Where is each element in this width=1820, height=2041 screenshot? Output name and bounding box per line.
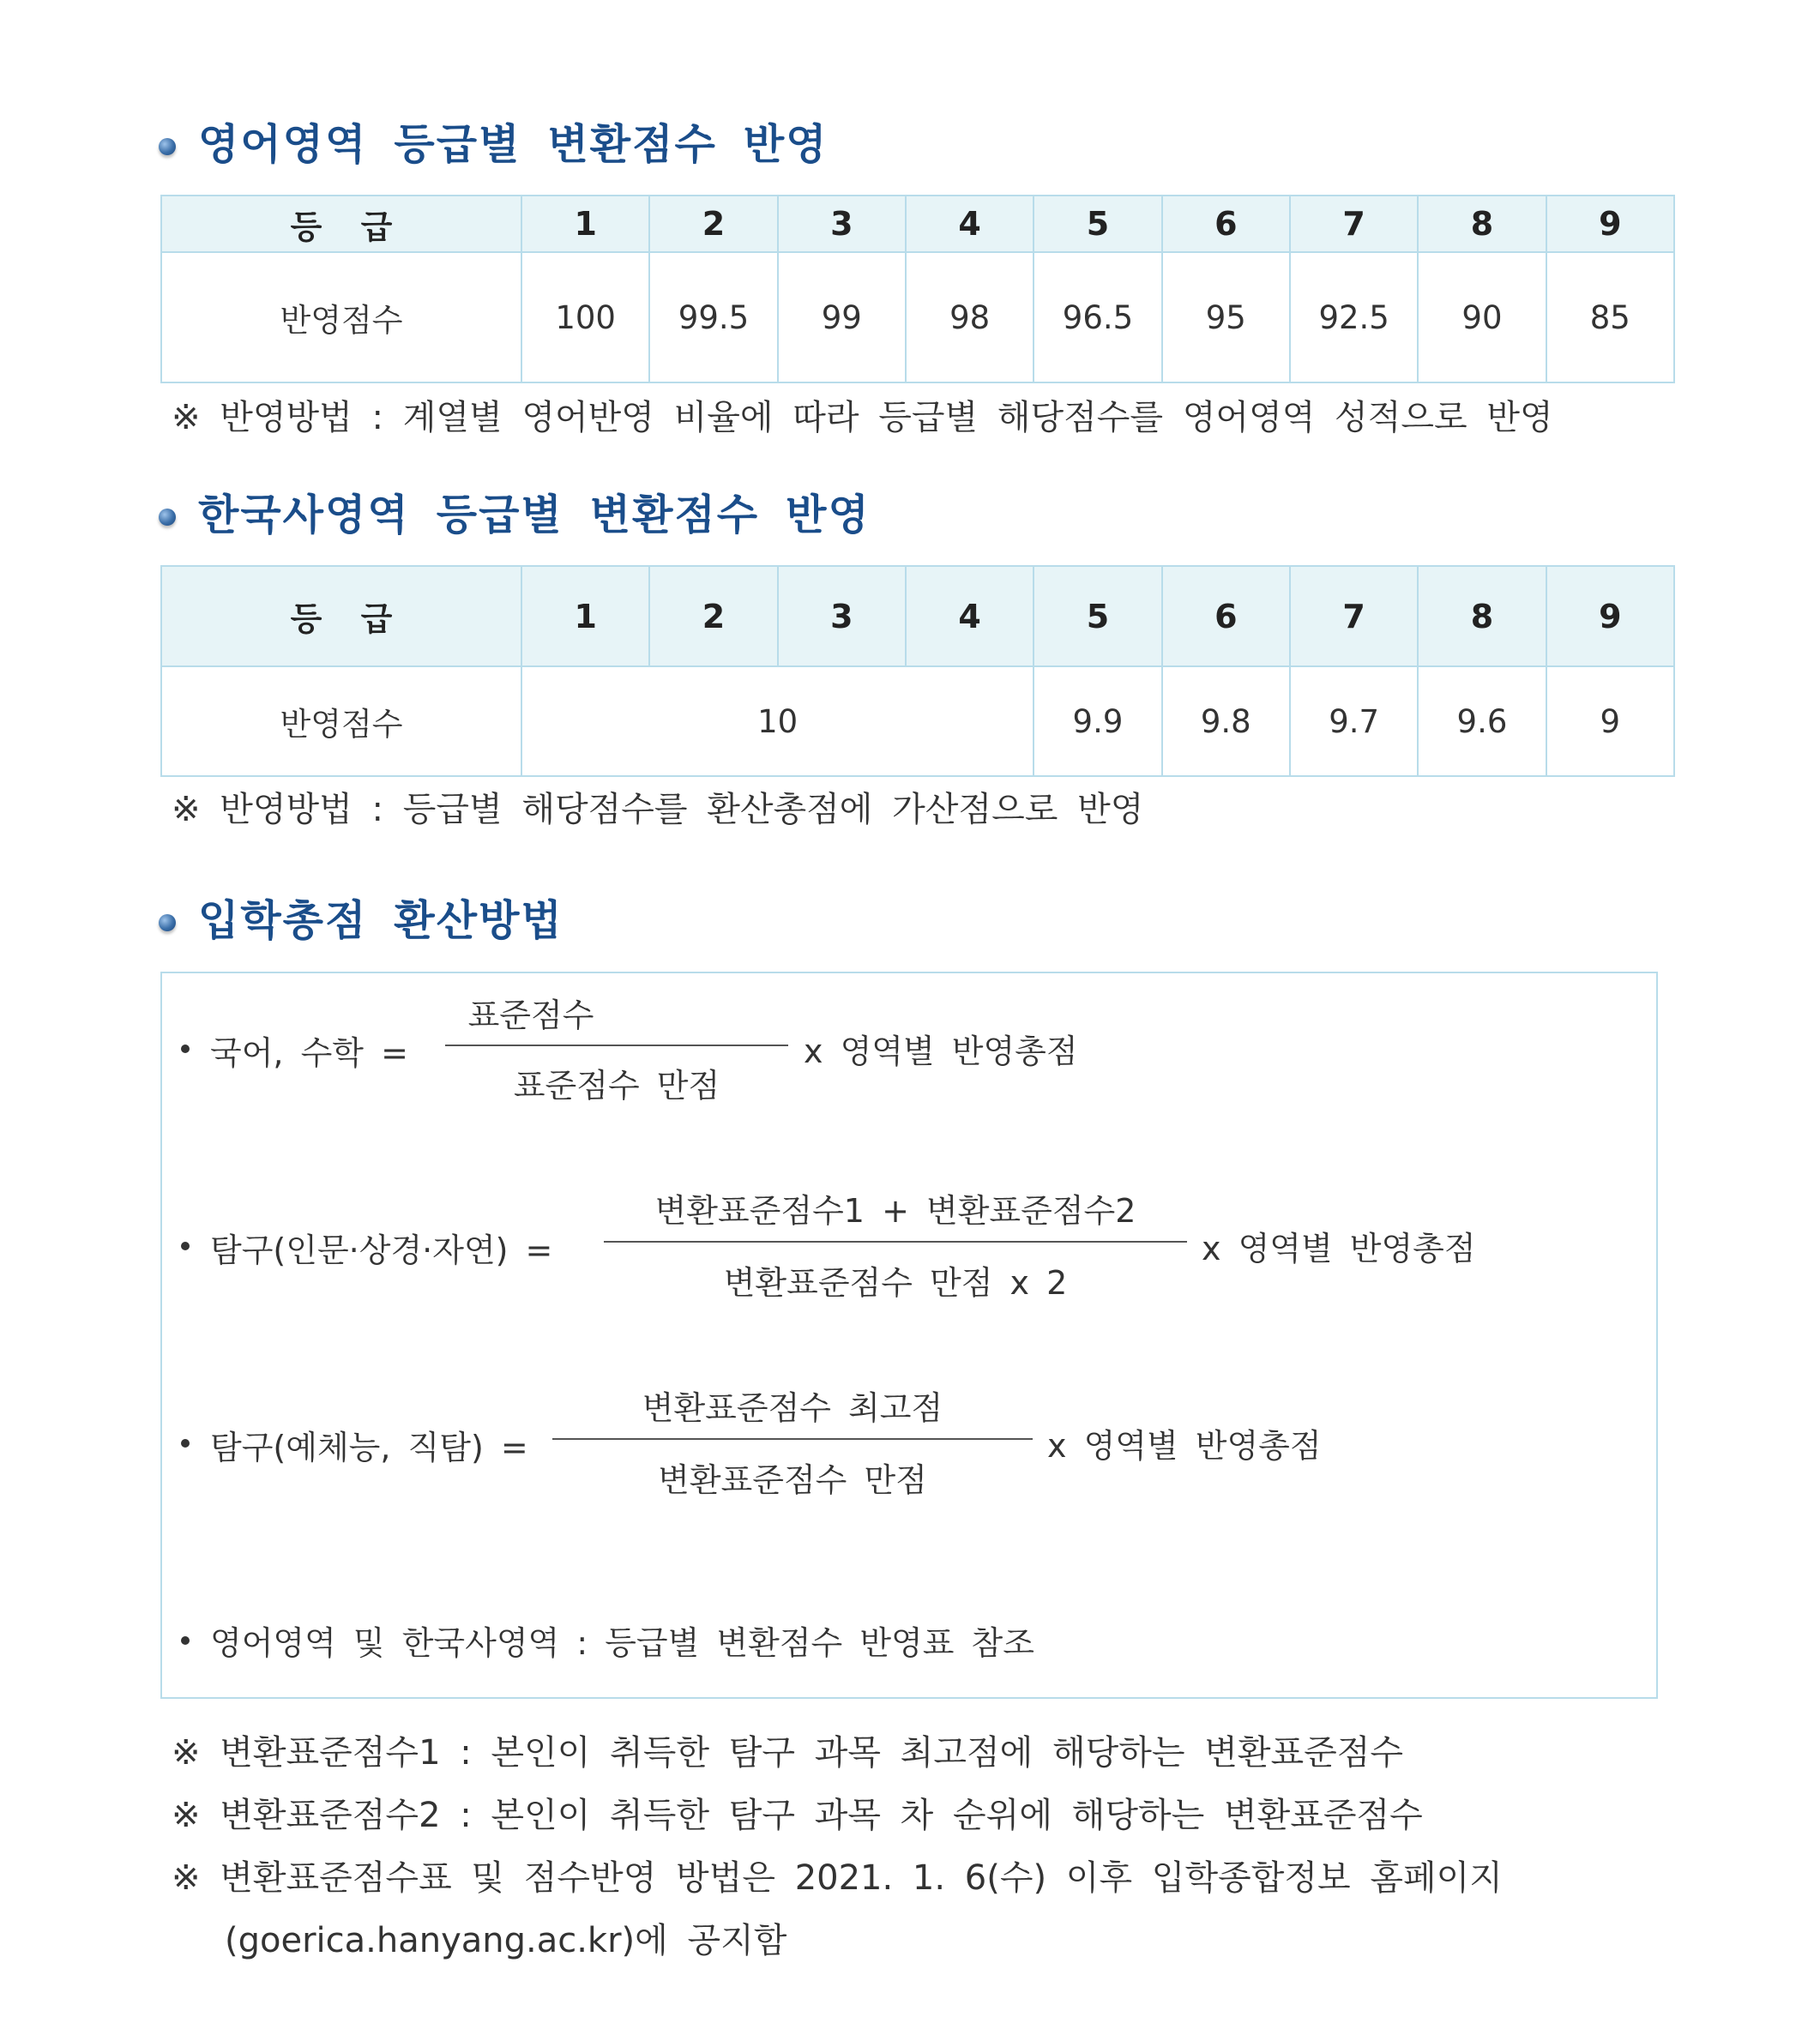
conversion-section-title	[159, 888, 563, 948]
score-cell: 9.7	[1290, 666, 1418, 776]
grade-cell: 5	[1034, 566, 1161, 666]
bullet-icon	[159, 509, 176, 526]
score-cell: 9.9	[1034, 666, 1161, 776]
grade-cell: 1	[521, 566, 649, 666]
conversion-note-2: ※ 변환표준점수2 : 본인이 취득한 탐구 과목 차 순위에 해당하는 변환표준점수	[172, 1796, 1423, 1835]
grade-header-label	[161, 566, 521, 666]
grade-cell: 8	[1418, 566, 1546, 666]
score-cell: 90	[1418, 252, 1546, 382]
history-title-text: 한국사영역 등급별 변환점수 반영	[198, 491, 871, 539]
formula-rhs: x 영역별 반영총점	[1202, 1230, 1476, 1267]
table-header-row	[161, 566, 1674, 666]
formula-numerator: 변환표준점수1 + 변환표준점수2	[654, 1192, 1136, 1230]
grade-cell: 9	[1546, 566, 1674, 666]
grade-cell: 1	[521, 196, 649, 252]
score-cell: 96.5	[1034, 252, 1161, 382]
formula-denominator: 변환표준점수 만점 x 2	[723, 1264, 1068, 1302]
score-row-label: 반영점수	[161, 666, 521, 776]
score-cell: 9	[1546, 666, 1674, 776]
merged-score-cell: 10	[521, 666, 1034, 776]
formula-rhs: x 영역별 반영총점	[1047, 1427, 1322, 1465]
formula-numerator: 표준점수	[467, 996, 594, 1034]
list-bullet	[181, 1242, 190, 1250]
formula-numerator: 변환표준점수 최고점	[642, 1389, 943, 1427]
score-cell: 100	[521, 252, 649, 382]
score-cell: 99	[778, 252, 906, 382]
formula-box	[160, 972, 1658, 1699]
score-cell: 92.5	[1290, 252, 1418, 382]
score-cell: 98	[906, 252, 1034, 382]
score-cell: 9.8	[1162, 666, 1290, 776]
grade-header-label	[161, 196, 521, 252]
grade-header-text: 등 급	[290, 600, 407, 638]
fraction-bar	[552, 1438, 1033, 1440]
grade-cell: 4	[906, 566, 1034, 666]
grade-cell: 5	[1034, 196, 1161, 252]
score-cell: 85	[1546, 252, 1674, 382]
table-row	[161, 252, 1674, 382]
conversion-note-1: ※ 변환표준점수1 : 본인이 취득한 탐구 과목 최고점에 해당하는 변환표준점수	[172, 1733, 1404, 1773]
grade-cell: 6	[1162, 566, 1290, 666]
formula-lhs: 탐구(예체능, 직탐) =	[210, 1429, 528, 1466]
fraction-bar	[445, 1045, 788, 1046]
english-section-title	[159, 111, 829, 172]
bullet-icon	[159, 138, 176, 155]
english-grade-table	[160, 195, 1675, 383]
english-note: ※ 반영방법 : 계열별 영어반영 비율에 따라 등급별 해당점수를 영어영역 성적으로 반영	[172, 398, 1553, 437]
score-cell: 9.6	[1418, 666, 1546, 776]
conversion-note-3: ※ 변환표준점수표 및 점수반영 방법은 2021. 1. 6(수) 이후 입학종합정보 홈페이지	[172, 1858, 1503, 1898]
grade-cell: 3	[778, 566, 906, 666]
formula-lhs: 국어, 수학 =	[210, 1034, 408, 1072]
score-row-label: 반영점수	[161, 252, 521, 382]
reference-item: 영어영역 및 한국사영역 : 등급별 변환점수 반영표 참조	[210, 1624, 1034, 1662]
fraction-bar	[604, 1241, 1187, 1243]
bullet-icon	[159, 914, 176, 931]
formula-lhs: 탐구(인문·상경·자연) =	[210, 1231, 553, 1269]
grade-cell: 8	[1418, 196, 1546, 252]
grade-cell: 2	[649, 566, 777, 666]
grade-cell: 7	[1290, 566, 1418, 666]
grade-cell: 2	[649, 196, 777, 252]
english-title-text: 영어영역 등급별 변환점수 반영	[198, 120, 829, 169]
grade-cell: 9	[1546, 196, 1674, 252]
grade-cell: 6	[1162, 196, 1290, 252]
grade-cell: 4	[906, 196, 1034, 252]
score-cell: 99.5	[649, 252, 777, 382]
formula-rhs: x 영역별 반영총점	[804, 1033, 1078, 1070]
grade-header-text: 등 급	[290, 208, 407, 246]
table-row	[161, 666, 1674, 776]
conversion-title-text: 입학총점 환산방법	[198, 896, 563, 945]
grade-cell: 3	[778, 196, 906, 252]
history-section-title	[159, 482, 871, 542]
grade-cell: 7	[1290, 196, 1418, 252]
formula-denominator: 변환표준점수 만점	[658, 1461, 927, 1499]
score-cell: 95	[1162, 252, 1290, 382]
list-bullet	[181, 1045, 190, 1053]
history-note: ※ 반영방법 : 등급별 해당점수를 환산총점에 가산점으로 반영	[172, 790, 1144, 829]
formula-denominator: 표준점수 만점	[513, 1067, 720, 1105]
conversion-note-4: (goerica.hanyang.ac.kr)에 공지함	[225, 1921, 787, 1960]
list-bullet	[181, 1439, 190, 1448]
history-grade-table	[160, 565, 1675, 777]
table-header-row	[161, 196, 1674, 252]
list-bullet	[181, 1636, 190, 1645]
